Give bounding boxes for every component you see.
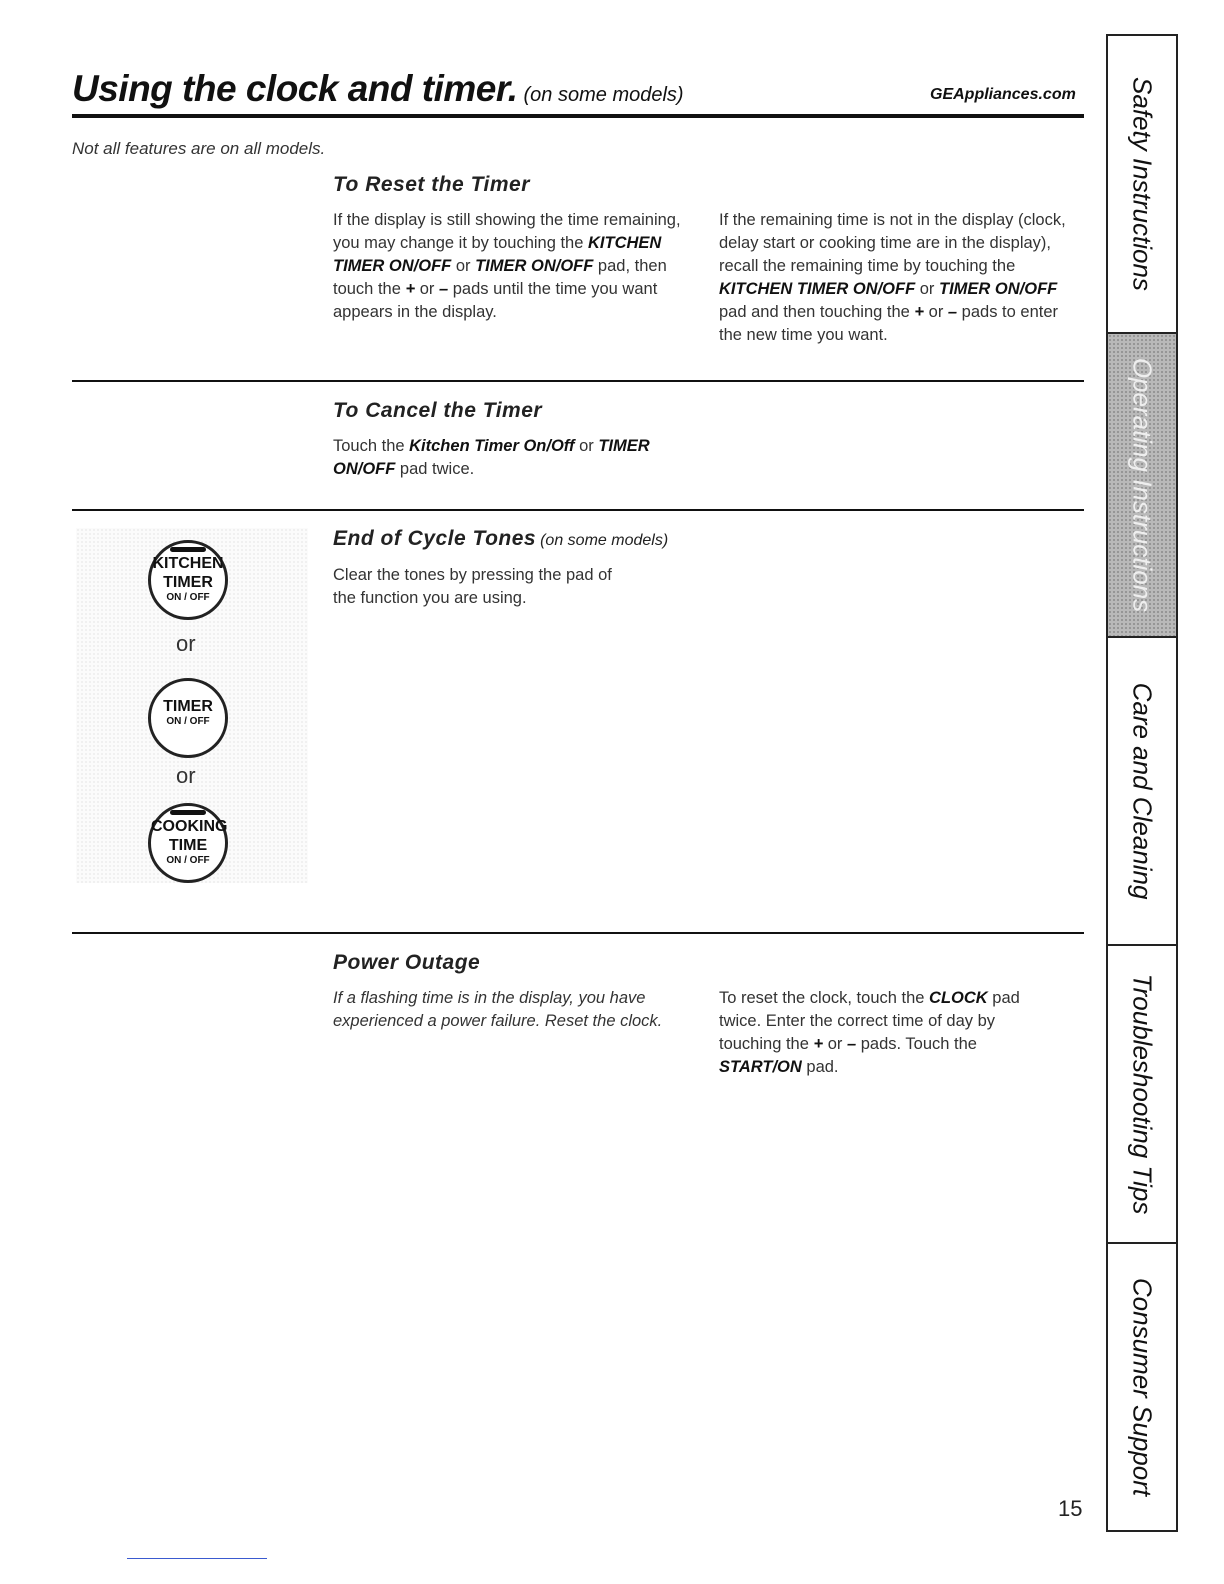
- section-divider: [72, 380, 1084, 382]
- tab-troubleshooting-tips[interactable]: Troubleshooting Tips: [1127, 973, 1158, 1215]
- power-outage-text-col2: To reset the clock, touch the CLOCK pad twice. Enter the correct time of day by touching the + or – pads. Touch the START/ON pad.: [719, 989, 1020, 1076]
- tab-consumer-support[interactable]: Consumer Support: [1127, 1277, 1158, 1497]
- or-label: or: [176, 763, 196, 788]
- footer-line: [127, 1558, 267, 1559]
- page-title: [72, 68, 684, 110]
- website-link[interactable]: GEAppliances.com: [930, 86, 1076, 103]
- tab-care-and-cleaning[interactable]: Care and Cleaning: [1127, 682, 1158, 900]
- section-divider: [72, 932, 1084, 934]
- page-number: 15: [1058, 1496, 1083, 1521]
- tones-text: Clear the tones by pressing the pad of the function you are using.: [333, 566, 612, 607]
- cancel-timer-heading: To Cancel the Timer: [333, 399, 543, 422]
- page-title-subtitle: (on some models): [523, 84, 684, 106]
- reset-timer-heading: To Reset the Timer: [333, 173, 530, 196]
- cooking-time-pad: COOKING TIME ON / OFF: [148, 803, 228, 883]
- pad-indicator-bar: [170, 810, 206, 815]
- section-divider: [72, 509, 1084, 511]
- tones-heading: End of Cycle Tones (on some models): [333, 527, 669, 550]
- features-note: Not all features are on all models.: [72, 139, 326, 158]
- side-tab-bar: [1106, 34, 1178, 1532]
- power-outage-text-col1: If a flashing time is in the display, you have experienced a power failure. Reset the clock.: [333, 989, 663, 1030]
- tab-operating-instructions[interactable]: Operating Instructions: [1108, 334, 1176, 636]
- pad-indicator-bar: [170, 547, 206, 552]
- header-divider: [72, 114, 1084, 118]
- timer-pad: TIMER ON / OFF: [148, 678, 228, 758]
- or-label: or: [176, 631, 196, 656]
- reset-timer-text-col1: If the display is still showing the time remaining, you may change it by touching the KITCHEN TIMER ON/OFF or TIMER ON/OFF pad, then touch the + or – pads until the time you want appears in the display.: [333, 211, 681, 321]
- cancel-timer-text: Touch the Kitchen Timer On/Off or TIMER ON/OFF pad twice.: [333, 437, 650, 478]
- kitchen-timer-pad: KITCHEN TIMER ON / OFF: [148, 540, 228, 620]
- page-title-text: Using the clock and timer.: [72, 68, 518, 109]
- reset-timer-text-col2: If the remaining time is not in the display (clock, delay start or cooking time are in the display), recall the remaining time by touching the KITCHEN TIMER ON/OFF or TIMER ON/OFF pad and then touching the + or – pads to enter the new time you want.: [719, 211, 1066, 344]
- tab-safety-instructions[interactable]: Safety Instructions: [1127, 77, 1158, 291]
- power-outage-heading: Power Outage: [333, 951, 481, 974]
